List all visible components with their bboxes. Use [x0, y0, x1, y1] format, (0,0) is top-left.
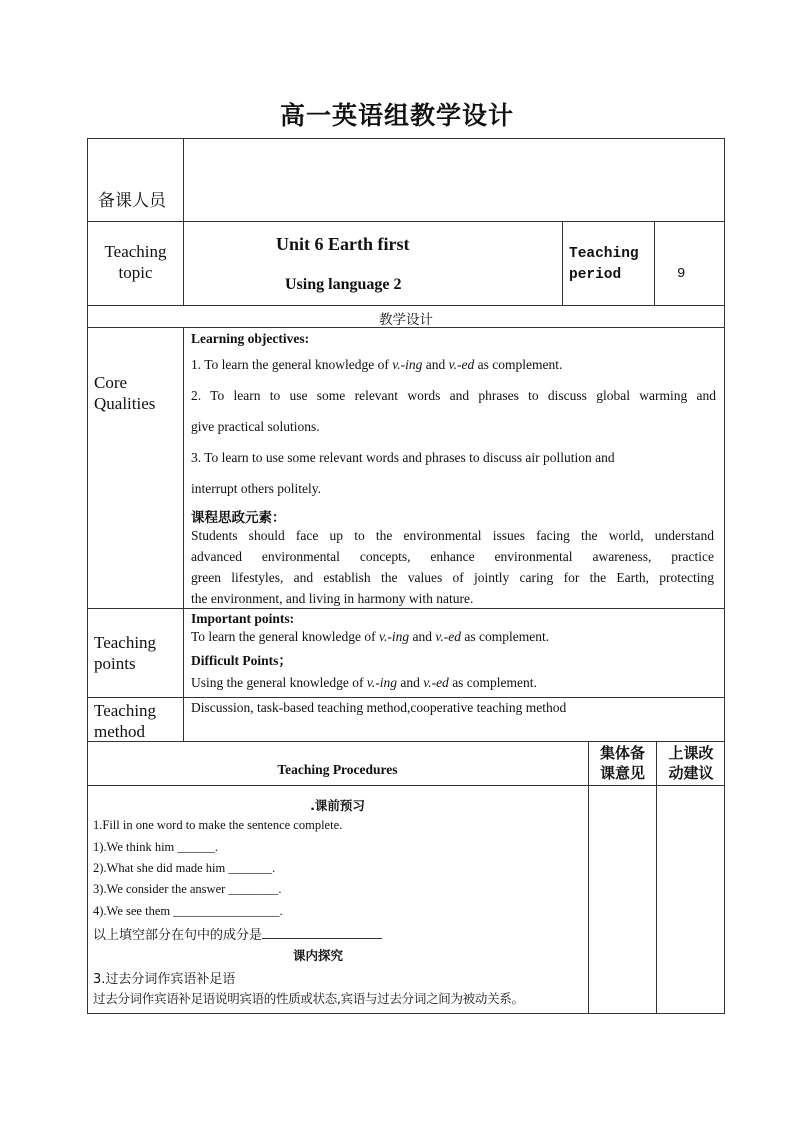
task-1: 1.Fill in one word to make the sentence complete. [93, 818, 343, 832]
ideology-line-2: advanced environmental concepts, enhance environmental awareness, practice [191, 549, 714, 564]
lesson-title: Using language 2 [285, 276, 402, 293]
teaching-points-label: Teaching points [94, 633, 157, 673]
teaching-period-value: 9 [677, 266, 686, 282]
objectives-heading: Learning objectives: [191, 331, 310, 346]
unit-title: Unit 6 Earth first [276, 234, 410, 254]
page-title: 高一英语组教学设计 [279, 101, 514, 130]
teaching-method-value: Discussion, task-based teaching method,cooperative teaching method [191, 700, 567, 715]
blank-question: 以上填空部分在句中的成分是 [93, 924, 382, 943]
objective-1: 1. To learn the general knowledge of v.-ing and v.-ed as complement. [191, 357, 563, 372]
procedures-heading: Teaching Procedures [277, 762, 398, 777]
preparer-label: 备课人员 [98, 191, 166, 211]
ideology-line-1: Students should face up to the environmental issues facing the world, understand [191, 528, 714, 543]
ideology-line-3: green lifestyles, and establish the values of jointly caring for the Earth, protecting [191, 570, 714, 585]
exercise-item-3: 3).We consider the answer ________. [93, 882, 282, 896]
difficult-points-text: Using the general knowledge of v.-ing and v.-ed as complement. [191, 675, 537, 690]
point-3-description: 过去分词作宾语补足语说明宾语的性质或状态,宾语与过去分词之间为被动关系。 [93, 991, 524, 1006]
difficult-points-heading: Difficult Points； [191, 653, 292, 668]
answer-blank[interactable] [262, 926, 382, 939]
exercise-item-2: 2).What she did made him _______. [93, 861, 276, 875]
revision-suggestion-header: 上课改 动建议 [668, 744, 714, 782]
design-header: 教学设计 [379, 312, 433, 328]
preview-heading: .课前预习 [310, 798, 365, 813]
objective-2-line-1: 2. To learn to use some relevant words and phrases to discuss global warming and [191, 388, 716, 403]
preparer-value[interactable] [195, 170, 715, 190]
teaching-method-label: Teaching method [94, 701, 157, 741]
exercise-item-1: 1).We think him ______. [93, 840, 219, 854]
objective-3-line-1: 3. To learn to use some relevant words and phrases to discuss air pollution and [191, 450, 615, 465]
objective-2-line-2: give practical solutions. [191, 419, 320, 434]
ideology-line-4: the environment, and living in harmony with nature. [191, 591, 474, 606]
core-qualities-label: Core Qualities [94, 373, 156, 413]
point-3-title: 3.过去分词作宾语补足语 [93, 972, 236, 987]
objective-3-line-2: interrupt others politely. [191, 481, 321, 496]
important-points-heading: Important points: [191, 611, 295, 626]
collective-opinion-header: 集体备 课意见 [599, 744, 645, 782]
important-points-text: To learn the general knowledge of v.-ing and v.-ed as complement. [191, 629, 550, 644]
teaching-period-label: Teaching period [569, 246, 639, 283]
inclass-heading: 课内探究 [292, 948, 343, 963]
teaching-topic-label: Teaching topic [104, 242, 167, 282]
ideology-heading: 课程思政元素： [191, 510, 286, 526]
exercise-item-4: 4).We see them _________________. [93, 904, 283, 918]
